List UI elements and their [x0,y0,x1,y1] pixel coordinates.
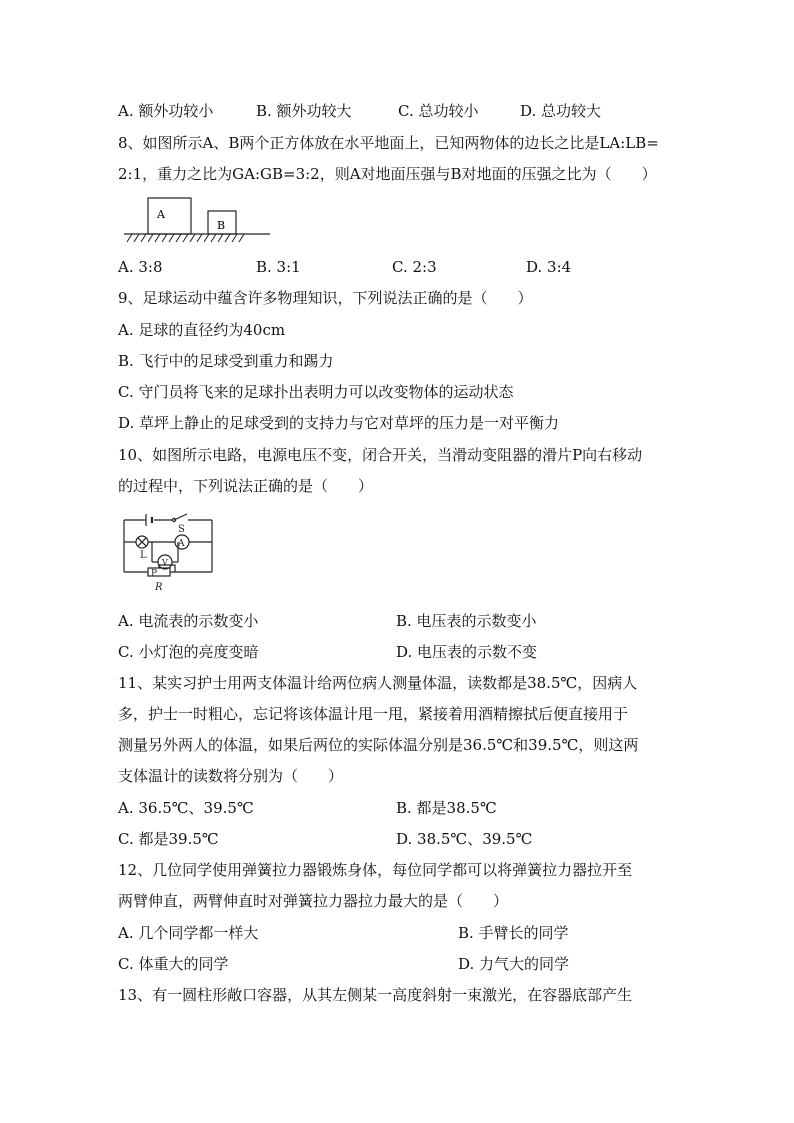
q11-option-c: C. 都是39.5℃ [118,830,219,848]
q8-option-d: D. 3:4 [526,258,572,276]
q12-option-a: A. 几个同学都一样大 [118,924,259,942]
circuit-slider-label: P [151,569,158,579]
q12-option-b: B. 手臂长的同学 [458,924,569,942]
q12-option-d: D. 力气大的同学 [458,955,570,973]
q12-option-c: C. 体重大的同学 [118,955,229,973]
q10-stem-line-1: 10、如图所示电路，电源电压不变，闭合开关，当滑动变阻器的滑片P向右移动 [118,446,643,464]
q7-option-a: A. 额外功较小 [118,102,214,120]
q8-option-a: A. 3:8 [118,258,163,276]
q12-stem-line-1: 12、几位同学使用弹簧拉力器锻炼身体，每位同学都可以将弹簧拉力器拉开至 [118,861,633,879]
block-b-label: B [217,219,226,232]
circuit-ammeter-label: A [178,539,185,549]
q7-option-b: B. 额外功较大 [256,102,352,120]
q11-stem-line-3: 测量另外两人的体温，如果后两位的实际体温分别是36.5℃和39.5℃，则这两 [118,736,639,754]
q7-option-d: D. 总功较大 [520,102,602,120]
q12-stem-line-2: 两臂伸直，两臂伸直时对弹簧拉力器拉力最大的是（ ） [118,892,509,910]
q7-option-c: C. 总功较小 [398,102,479,120]
q9-option-d: D. 草坪上静止的足球受到的支持力与它对草坪的压力是一对平衡力 [118,414,560,432]
q8-option-c: C. 2:3 [392,258,437,276]
q11-option-a: A. 36.5℃、39.5℃ [118,799,254,817]
circuit-voltmeter-label: V [162,558,168,567]
q11-stem-line-4: 支体温计的读数将分别为（ ） [118,767,344,785]
q11-option-b: B. 都是38.5℃ [396,799,497,817]
circuit-switch-label: S [178,524,185,535]
ground-hatching [127,234,244,242]
q8-stem-line-2: 2:1，重力之比为GA:GB=3:2，则A对地面压强与B对地面的压强之比为（ ） [118,165,657,183]
q10-option-d: D. 电压表的示数不变 [396,643,538,661]
q9-option-a: A. 足球的直径约为40cm [118,321,286,339]
q9-option-b: B. 飞行中的足球受到重力和踢力 [118,352,334,370]
circuit-lamp-label: L [140,550,147,561]
q8-option-b: B. 3:1 [256,258,301,276]
q8-stem-line-1: 8、如图所示A、B两个正方体放在水平地面上，已知两物体的边长之比是LA:LB= [118,134,659,152]
q10-circuit-figure [118,510,222,598]
q10-option-c: C. 小灯泡的亮度变暗 [118,643,259,661]
q10-stem-line-2: 的过程中，下列说法正确的是（ ） [118,477,374,495]
block-a-label: A [157,208,165,221]
q10-option-b: B. 电压表的示数变小 [396,612,537,630]
q11-option-d: D. 38.5℃、39.5℃ [396,830,533,848]
block-a [148,198,191,234]
circuit-rheostat-label: R [155,582,163,593]
q13-stem-line-1: 13、有一圆柱形敞口容器，从其左侧某一高度斜射一束激光，在容器底部产生 [118,986,633,1004]
q9-option-c: C. 守门员将飞来的足球扑出表明力可以改变物体的运动状态 [118,383,514,401]
q9-stem: 9、足球运动中蕴含许多物理知识，下列说法正确的是（ ） [118,289,533,307]
q10-option-a: A. 电流表的示数变小 [118,612,259,630]
q11-stem-line-1: 11、某实习护士用两支体温计给两位病人测量体温，读数都是38.5℃，因病人 [118,674,638,692]
q8-blocks-figure [120,193,280,249]
q11-stem-line-2: 多，护士一时粗心，忘记将该体温计甩一甩，紧接着用酒精擦拭后便直接用于 [118,705,629,723]
